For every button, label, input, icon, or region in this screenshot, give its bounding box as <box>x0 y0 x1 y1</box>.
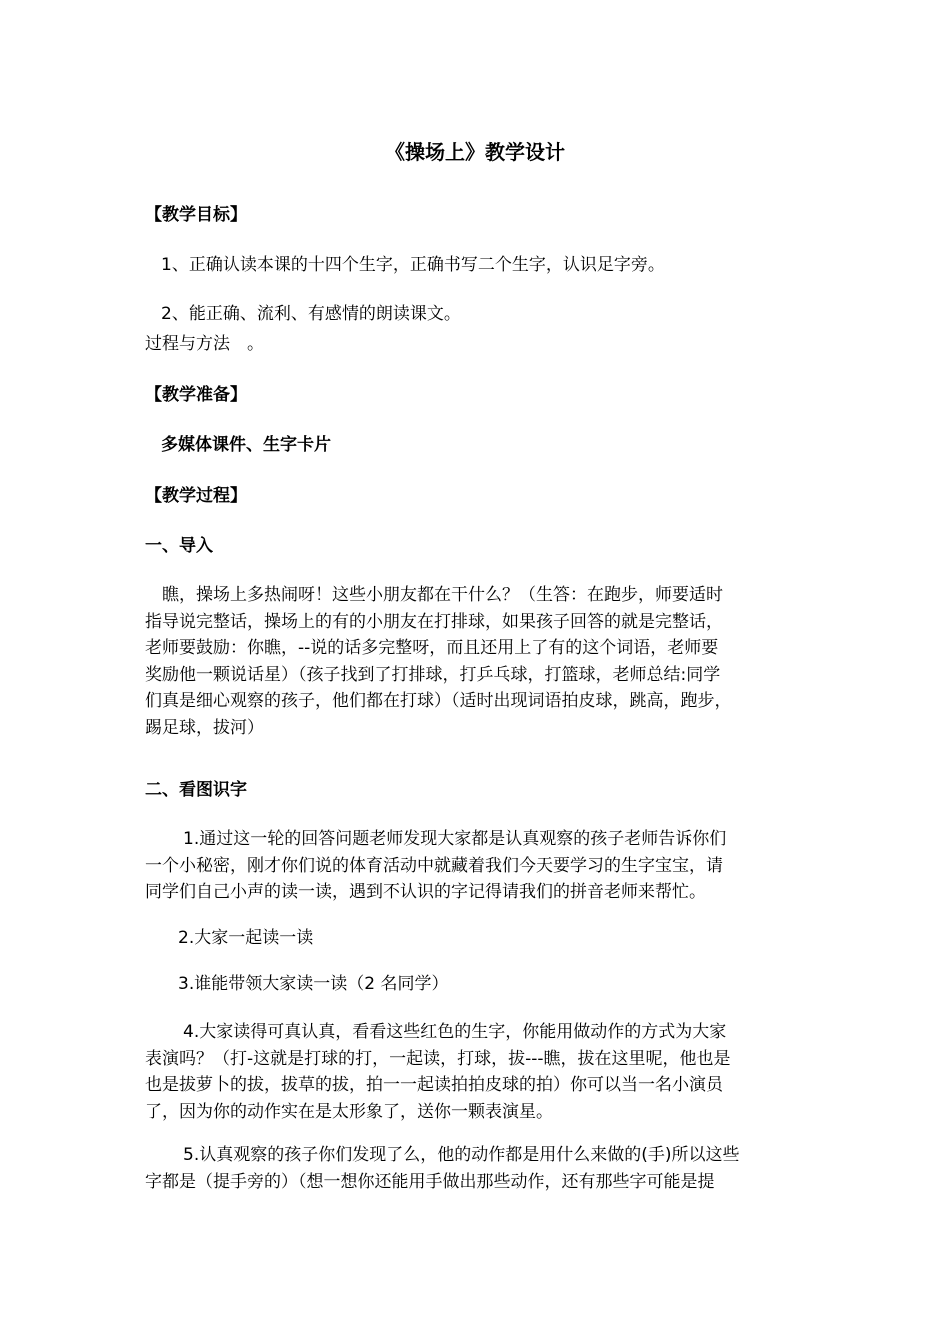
paragraph-line: 老师要鼓励：你瞧，--说的话多完整呀，而且还用上了有的这个词语，老师要 <box>145 638 719 658</box>
step-2-text: 2.大家一起读一读 <box>178 928 314 948</box>
paragraph-line: 瞧，操场上多热闹呀！这些小朋友都在干什么？（生答：在跑步，师要适时 <box>162 585 723 605</box>
section-1-heading: 一、导入 <box>145 536 213 556</box>
process-method-label: 过程与方法 。 <box>145 334 264 354</box>
objective-item-1: 1、正确认读本课的十四个生字，正确书写二个生字，认识足字旁。 <box>161 255 665 275</box>
objectives-heading: 【教学目标】 <box>145 205 247 225</box>
step-4-paragraph <box>145 1019 810 1125</box>
paragraph-line: 奖励他一颗说话星）（孩子找到了打排球，打乒乓球，打篮球，老师总结:同学 <box>145 664 721 685</box>
preparation-heading: 【教学准备】 <box>145 385 247 405</box>
paragraph-line: 也是拔萝卜的拔，拔草的拔，拍一一起读拍拍皮球的拍）你可以当一名小演员 <box>145 1075 723 1095</box>
paragraph-line: 们真是细心观察的孩子，他们都在打球）（适时出现词语拍皮球，跳高，跑步， <box>145 691 732 711</box>
paragraph-line: 字都是（提手旁的）（想一想你还能用手做出那些动作，还有那些字可能是提 <box>145 1171 715 1192</box>
paragraph-line: 表演吗？（打-这就是打球的打，一起读，打球，拔---瞧，拔在这里呢，他也是 <box>145 1048 731 1069</box>
step-5-paragraph <box>145 1142 810 1195</box>
paragraph-line: 了，因为你的动作实在是太形象了，送你一颗表演星。 <box>145 1101 553 1122</box>
paragraph-line: 1.通过这一轮的回答问题老师发现大家都是认真观察的孩子老师告诉你们 <box>183 829 727 849</box>
objective-item-2: 2、能正确、流利、有感情的朗读课文。 <box>161 304 461 324</box>
section-2-heading: 二、看图识字 <box>145 780 247 800</box>
paragraph-line: 5.认真观察的孩子你们发现了么，他的动作都是用什么来做的(手)所以这些 <box>183 1145 740 1165</box>
paragraph-line: 指导说完整话，操场上的有的小朋友在打排球，如果孩子回答的就是完整话， <box>145 611 723 632</box>
process-heading: 【教学过程】 <box>145 486 247 506</box>
paragraph-line: 同学们自己小声的读一读，遇到不认识的字记得请我们的拼音老师来帮忙。 <box>145 882 706 902</box>
document-title: 《操场上》教学设计 <box>385 140 565 164</box>
paragraph-line: 一个小秘密，刚才你们说的体育活动中就藏着我们今天要学习的生字宝宝，请 <box>145 855 723 876</box>
paragraph-line: 踢足球，拔河） <box>145 717 264 738</box>
paragraph-line: 4.大家读得可真认真，看看这些红色的生字，你能用做动作的方式为大家 <box>183 1022 727 1042</box>
step-1-paragraph <box>145 826 810 906</box>
preparation-content: 多媒体课件、生字卡片 <box>161 435 331 455</box>
section-1-paragraph <box>145 582 810 741</box>
step-3-text: 3.谁能带领大家读一读（2 名同学） <box>178 974 449 994</box>
